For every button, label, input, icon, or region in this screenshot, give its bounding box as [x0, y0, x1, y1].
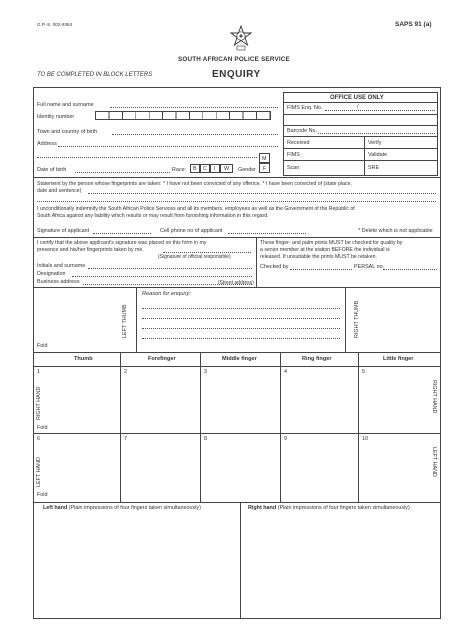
fingers-top-border	[33, 352, 441, 353]
col-ring-finger: Ring finger	[302, 356, 332, 362]
checks-line-1: These finger- and palm prints MUST be checked for quality by	[260, 240, 403, 246]
right-hand-label-right: RIGHT HAND	[431, 380, 437, 414]
finger-cell-number-10: 10	[362, 436, 368, 442]
fingers-col-divider-3	[280, 352, 281, 502]
thumb-fold-label: Fold	[37, 343, 48, 349]
plain-right-bold: Right hand	[248, 505, 277, 511]
reason-line-3	[142, 328, 340, 329]
statement-line-2: date and sentence)	[37, 188, 82, 194]
fingers-header-border	[33, 366, 441, 367]
gender-m-label: M	[262, 156, 267, 162]
plain-left-rest: (Plain impressions of four fingers taken simultaneously)	[68, 505, 201, 511]
fingers-col-divider-4	[358, 352, 359, 502]
fingers-col-divider-2	[200, 352, 201, 502]
sre-label: SRE	[368, 165, 380, 171]
full-name-label: Full name and surname	[37, 102, 94, 108]
designation-line	[72, 276, 252, 277]
office-divider-2	[283, 114, 438, 115]
statement-line-1: Statement by the person whose fingerprints are taken: * I have not been convicted of any offence. * I have been convicted of (state place,	[37, 181, 352, 187]
fims-enq-label: FIMS Enq. No.	[287, 105, 323, 111]
right-thumb-divider	[345, 287, 346, 352]
finger-cell-number-8: 8	[204, 436, 207, 442]
finger-cell-number-2: 2	[124, 369, 127, 375]
office-col-divider	[364, 136, 365, 176]
reason-line-4	[142, 338, 340, 339]
office-divider-6	[283, 160, 438, 161]
finger-cell-number-6: 6	[37, 436, 40, 442]
checked-by-line	[290, 269, 352, 270]
office-use-title: OFFICE USE ONLY	[330, 95, 384, 101]
statement-top-border	[33, 177, 441, 178]
address-label: Address	[37, 141, 57, 147]
finger-cell-number-9: 9	[284, 436, 287, 442]
left-thumb-label: LEFT THUMB	[122, 304, 128, 338]
statement-line-fill-1	[88, 193, 436, 194]
right-hand-label-left: RIGHT HAND	[36, 386, 42, 420]
identity-number-label: Identity number	[37, 114, 75, 120]
col-thumb: Thumb	[74, 356, 93, 362]
official-signature-line	[163, 252, 251, 253]
fims-enq-line	[325, 110, 435, 111]
fingers-col-divider-1	[120, 352, 121, 502]
race-label: Race:	[172, 167, 187, 173]
received-label: Received	[287, 140, 310, 146]
gps-code: G.P.-S. 002-9364	[37, 22, 73, 27]
col-little-finger: Little finger	[383, 356, 414, 362]
statement-line-fill-2	[37, 201, 436, 202]
saps-star-icon	[230, 25, 252, 52]
validate-label: Validate	[368, 152, 388, 158]
race-i-label: I	[214, 166, 216, 172]
checks-line-3: released. If unsuitable the prints MUST be retaken.	[260, 254, 377, 260]
finger-cell-number-5: 5	[362, 369, 365, 375]
applicant-signature-line	[93, 233, 151, 234]
left-thumb-divider	[136, 287, 137, 352]
town-country-label: Town and country of birth	[37, 129, 98, 135]
scan-label: Scan	[287, 165, 300, 171]
street-address-caption: (Street address)	[218, 280, 254, 286]
cell-phone-line	[228, 233, 306, 234]
race-b-label: B	[193, 166, 197, 172]
agency-name: SOUTH AFRICAN POLICE SERVICE	[178, 56, 290, 63]
designation-label: Designation	[37, 271, 66, 277]
finger-cell-number-7: 7	[124, 436, 127, 442]
right-thumb-label: RIGHT THUMB	[354, 300, 360, 338]
official-signature-caption: (Signature of official responsible)	[158, 254, 231, 260]
plain-right-rest: (Plain impressions of four fingers taken simultaneously)	[277, 505, 410, 511]
left-hand-fold-label: Fold	[37, 492, 48, 498]
initials-label: Initials and surname	[37, 263, 86, 269]
delete-note: * Delete which is not applicable	[358, 228, 433, 234]
race-w-label: W	[224, 166, 230, 172]
initials-line	[88, 268, 252, 269]
full-name-line	[110, 107, 278, 108]
business-address-label: Business address	[37, 279, 80, 285]
checked-by-label: Checked by	[260, 264, 289, 270]
col-forefinger: Forefinger	[148, 356, 176, 362]
certify-line-1: I certify that the above applicant's signature was placed on this form in my	[37, 240, 207, 246]
barcode-line	[318, 133, 435, 134]
fingers-middle-border	[33, 433, 441, 434]
block-letters-instruction: TO BE COMPLETED IN BLOCK LETTERS	[37, 72, 153, 78]
plain-left-caption	[43, 505, 201, 511]
office-divider-3	[283, 125, 438, 126]
page-title: ENQUIRY	[212, 69, 261, 80]
persal-line	[383, 269, 437, 270]
date-of-birth-label: Date of birth	[37, 167, 67, 173]
plain-left-bold: Left hand	[43, 505, 68, 511]
address-line-1	[58, 146, 278, 147]
applicant-signature-label: Signature of applicant	[37, 228, 90, 234]
saps-emblem	[230, 25, 252, 52]
fims-enq-slash: /	[357, 104, 359, 110]
plain-top-border	[33, 502, 441, 503]
indemnify-line-2: South Africa against any liability which results or may result from furnishing information in this regard.	[37, 213, 269, 219]
indemnify-line-1: I unconditionally indemnify the South African Police Services and all its members, employees as well as the Government of the Republic of	[37, 206, 355, 212]
office-divider-5	[283, 148, 438, 149]
gender-f-label: F	[263, 166, 267, 172]
finger-cell-number-3: 3	[204, 369, 207, 375]
certify-top-border	[33, 237, 441, 238]
reason-for-enquiry-label: Reason for enquiry:	[142, 291, 191, 297]
reason-line-1	[142, 308, 340, 309]
cell-phone-label: Cell phone no of applicant	[160, 228, 223, 234]
office-divider-1	[283, 102, 438, 103]
barcode-label: Barcode No.	[287, 128, 317, 134]
address-line-2	[37, 157, 257, 158]
office-divider-4	[283, 136, 438, 137]
gender-label: Gender	[238, 167, 256, 173]
finger-cell-number-1: 1	[37, 369, 40, 375]
checks-line-2: a senior member at the station BEFORE the individual is	[260, 247, 390, 253]
race-c-label: C	[203, 166, 207, 172]
left-hand-label-left: LEFT HAND	[36, 457, 42, 487]
fims-label: FIMS	[287, 152, 300, 158]
enquiry-top-border	[33, 287, 441, 288]
reason-line-2	[142, 318, 340, 319]
persal-label: PERSAL no.	[354, 264, 385, 270]
town-country-line	[112, 134, 278, 135]
plain-divider	[240, 502, 241, 619]
certify-divider	[256, 237, 257, 287]
left-hand-label-right: LEFT HAND	[431, 447, 437, 477]
right-hand-fold-label: Fold	[37, 425, 48, 431]
form-code: SAPS 91 (a)	[395, 21, 432, 28]
plain-right-caption	[248, 505, 410, 511]
col-middle-finger: Middle finger	[222, 356, 257, 362]
certify-line-2: presence and his/her fingerprints taken by me.	[37, 247, 144, 253]
verify-label: Verify	[368, 140, 382, 146]
finger-cell-number-4: 4	[284, 369, 287, 375]
date-of-birth-line	[75, 172, 170, 173]
identity-number-boxes[interactable]	[95, 111, 271, 120]
